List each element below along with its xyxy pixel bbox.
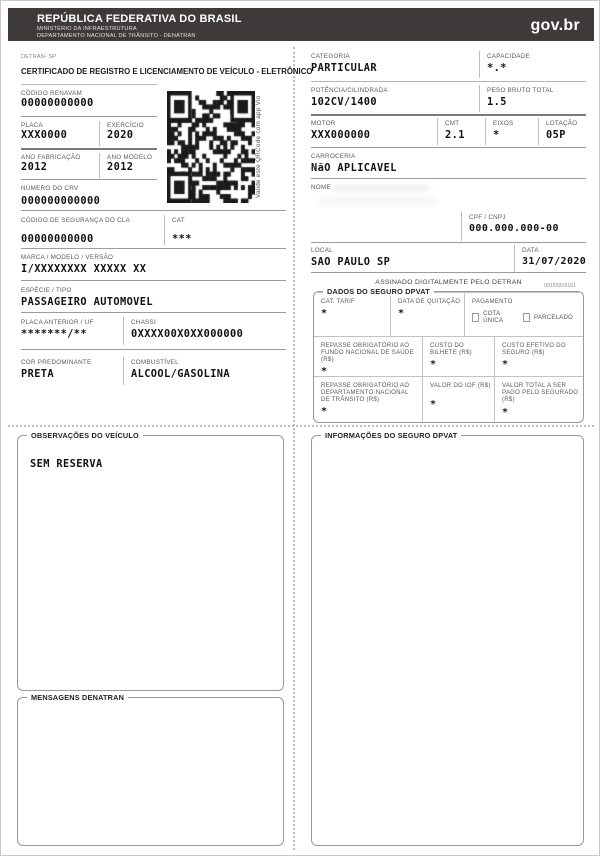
field-local: [311, 247, 390, 268]
parcelado-checkbox: [523, 313, 530, 322]
field-value: 000.000.000-00: [469, 223, 559, 235]
field-value: 2012: [21, 161, 48, 174]
qr-side-text: Valide este QRCode com app Vio: [255, 95, 262, 199]
field-value: NãO APLICAVEL: [311, 162, 397, 175]
cell-divider: [99, 153, 100, 178]
field-repasse-transito: [314, 377, 422, 422]
field-value: *: [321, 308, 328, 319]
field-valor-total: [494, 377, 583, 422]
rule: [21, 179, 157, 180]
field-label: REPASSE OBRIGATÓRIO AO FUNDO NACIONAL DE SAÚDE (R$): [321, 342, 414, 363]
field-label: MARCA / MODELO / VERSÃO: [21, 254, 114, 261]
field-cpf-cnpj: [469, 214, 559, 234]
dpvat-panel: [313, 287, 584, 423]
field-label: DATA: [522, 247, 539, 254]
rule: [311, 242, 586, 243]
field-exercicio: [107, 122, 144, 141]
rule: [311, 147, 586, 148]
rule: [311, 81, 586, 82]
field-label: CMT: [445, 120, 460, 127]
header-title: REPÚBLICA FEDERATIVA DO BRASIL: [37, 13, 242, 25]
mensagens-panel-title: MENSAGENS DENATRAN: [27, 693, 128, 702]
field-value: *******/**: [21, 328, 87, 341]
field-label: MOTOR: [311, 120, 336, 127]
field-ano-modelo: [107, 154, 152, 173]
field-placa-anterior: [21, 319, 94, 340]
field-placa: [21, 122, 67, 141]
field-value: XXX000000: [311, 129, 371, 142]
rule: [311, 114, 586, 116]
nome-redaction: [319, 198, 437, 204]
field-label: LOCAL: [311, 247, 333, 254]
parcelado-label: PARCELADO: [534, 313, 573, 321]
field-marca-modelo: [21, 254, 146, 275]
field-value: PARTICULAR: [311, 62, 377, 75]
field-carroceria: [311, 153, 397, 174]
rule: [21, 312, 286, 313]
field-label: POTÊNCIA/CILINDRADA: [311, 87, 388, 94]
cell-divider: [514, 245, 515, 272]
field-numero-crv: [21, 185, 100, 207]
field-repasse-saude: [314, 337, 422, 376]
rule: [21, 116, 157, 117]
field-value: 00000000000: [21, 233, 94, 246]
header-bar: [8, 8, 594, 41]
field-chassi: [131, 319, 243, 340]
field-data-quitacao: [390, 293, 464, 336]
field-cat-tarif: [314, 293, 390, 336]
rule: [21, 210, 286, 211]
field-custo-bilhete: [422, 337, 494, 376]
field-value: 00000000000: [21, 97, 94, 110]
field-label: PLACA ANTERIOR / UF: [21, 319, 94, 326]
field-value: *: [321, 406, 328, 417]
cell-divider: [99, 121, 100, 146]
field-label: PAGAMENTO: [472, 298, 513, 305]
rule: [311, 272, 586, 273]
field-cmt: [445, 120, 465, 141]
field-label: CPF / CNPJ: [469, 214, 506, 221]
field-value: ***: [172, 233, 192, 246]
rule: [21, 349, 286, 350]
cota-unica-label: COTA ÚNICA: [483, 310, 504, 324]
field-cat: [172, 217, 192, 245]
field-label: CAT: [172, 217, 185, 224]
field-label: REPASSE OBRIGATÓRIO AO DEPARTAMENTO NACIONAL DE TRÂNSITO (R$): [321, 382, 410, 403]
field-label: DATA DE QUITAÇÃO: [398, 298, 461, 305]
field-value: *: [398, 308, 405, 319]
field-especie-tipo: [21, 287, 153, 308]
field-valor-iof: [422, 377, 494, 422]
field-label: CÓDIGO DE SEGURANÇA DO CLA: [21, 217, 131, 224]
field-label: EXERCÍCIO: [107, 122, 144, 129]
digital-signature-note: ASSINADO DIGITALMENTE PELO DETRAN: [375, 279, 522, 286]
field-label: ESPÉCIE / TIPO: [21, 287, 72, 294]
field-label: CAT. TARIF: [321, 298, 355, 305]
field-capacidade: [487, 53, 530, 74]
field-value: 000000000000: [21, 195, 101, 208]
field-value: PASSAGEIRO AUTOMOVEL: [21, 296, 153, 309]
field-label: ANO MODELO: [107, 154, 153, 161]
field-value: *: [321, 366, 328, 377]
field-motor: [311, 120, 370, 141]
field-value: *.*: [487, 62, 507, 75]
cell-divider: [437, 118, 438, 145]
field-label: ANO FABRICAÇÃO: [21, 154, 81, 161]
cell-divider: [479, 85, 480, 112]
cota-unica-checkbox: [472, 313, 479, 322]
dpvat-ref-number: 00150316161: [544, 283, 576, 289]
field-value: *: [502, 407, 509, 418]
field-value: ALCOOL/GASOLINA: [131, 368, 230, 381]
informacoes-dpvat-panel: [311, 431, 584, 846]
field-value: *: [493, 129, 500, 142]
cell-divider: [164, 215, 165, 245]
observacoes-panel-title: OBSERVAÇÕES DO VEÍCULO: [27, 431, 143, 440]
field-value: *: [430, 399, 437, 410]
field-label: CATEGORIA: [311, 53, 350, 60]
field-label: PESO BRUTO TOTAL: [487, 87, 554, 94]
field-label: NOME: [311, 184, 331, 191]
field-value: 31/07/2020: [522, 256, 587, 268]
rule: [21, 148, 157, 150]
rule: [21, 84, 157, 85]
field-value: 1.5: [487, 96, 507, 109]
field-label: CÓDIGO RENAVAM: [21, 90, 82, 97]
header-subtitle-department: DEPARTAMENTO NACIONAL DE TRÂNSITO - DENATRAN: [37, 33, 196, 39]
cell-divider: [538, 118, 539, 145]
informacoes-dpvat-panel-title: INFORMAÇÕES DO SEGURO DPVAT: [321, 431, 461, 440]
field-label: CAPACIDADE: [487, 53, 530, 60]
field-label: VALOR DO IOF (R$): [430, 382, 491, 389]
field-lotacao: [546, 120, 577, 141]
field-label: NÚMERO DO CRV: [21, 185, 79, 192]
cell-divider: [123, 317, 124, 345]
field-label: CARROCERIA: [311, 153, 356, 160]
rule: [311, 178, 586, 179]
mensagens-panel: [17, 693, 284, 846]
header-subtitle-ministry: MINISTÉRIO DA INFRAESTRUTURA: [37, 26, 137, 32]
field-value: 2020: [107, 129, 134, 142]
field-value: XXX0000: [21, 129, 68, 142]
field-cor: [21, 359, 91, 380]
field-value: SAO PAULO SP: [311, 256, 391, 269]
field-label: EIXOS: [493, 120, 514, 127]
govbr-logo: gov.br: [530, 17, 580, 34]
field-codigo-seguranca: [21, 217, 130, 245]
cell-divider: [485, 118, 486, 145]
field-nome: [311, 184, 331, 191]
field-ano-fabricacao: [21, 154, 80, 173]
field-label: CHASSI: [131, 319, 156, 326]
field-custo-efetivo: [494, 337, 583, 376]
field-value: 102CV/1400: [311, 96, 377, 109]
field-label: CUSTO DO BILHETE (R$): [430, 342, 472, 356]
rule: [21, 280, 286, 281]
field-eixos: [493, 120, 514, 141]
observacoes-content: SEM RESERVA: [30, 458, 103, 470]
field-label: COR PREDOMINANTE: [21, 359, 92, 366]
field-label: VALOR TOTAL A SER PAGO PELO SEGURADO (R$): [502, 382, 579, 403]
field-label: CUSTO EFETIVO DO SEGURO (R$): [502, 342, 566, 356]
cell-divider: [479, 51, 480, 78]
qr-code: [167, 91, 255, 203]
field-combustivel: [131, 359, 230, 380]
field-peso-bruto: [487, 87, 554, 108]
field-value: *: [430, 359, 437, 370]
field-value: 2.1: [445, 129, 465, 142]
field-value: I/XXXXXXXX XXXXX XX: [21, 263, 147, 276]
field-value: 05P: [546, 129, 566, 142]
field-value: 0XXXX00X0XX000000: [131, 328, 244, 341]
observacoes-panel: [17, 431, 284, 691]
nome-redaction: [333, 185, 429, 191]
field-value: 2012: [107, 161, 134, 174]
rule: [21, 248, 286, 249]
cell-divider: [461, 211, 462, 241]
field-data: [522, 247, 586, 267]
middle-dotted-divider: [8, 425, 594, 427]
field-pagamento: [464, 293, 583, 336]
cell-divider: [123, 357, 124, 385]
field-value: PRETA: [21, 368, 54, 381]
field-renavam: [21, 90, 94, 109]
field-value: *: [502, 359, 509, 370]
field-potencia: [311, 87, 388, 108]
document-title: CERTIFICADO DE REGISTRO E LICENCIAMENTO DE VEÍCULO - ELETRÔNICO: [21, 67, 313, 76]
center-dotted-divider: [293, 47, 295, 850]
field-categoria: [311, 53, 377, 74]
dpvat-panel-title: DADOS DO SEGURO DPVAT: [323, 287, 434, 296]
field-label: PLACA: [21, 122, 43, 129]
field-label: LOTAÇÃO: [546, 120, 578, 127]
field-label: COMBUSTÍVEL: [131, 359, 179, 366]
detran-uf-label: DETRAN- SP: [21, 54, 57, 60]
